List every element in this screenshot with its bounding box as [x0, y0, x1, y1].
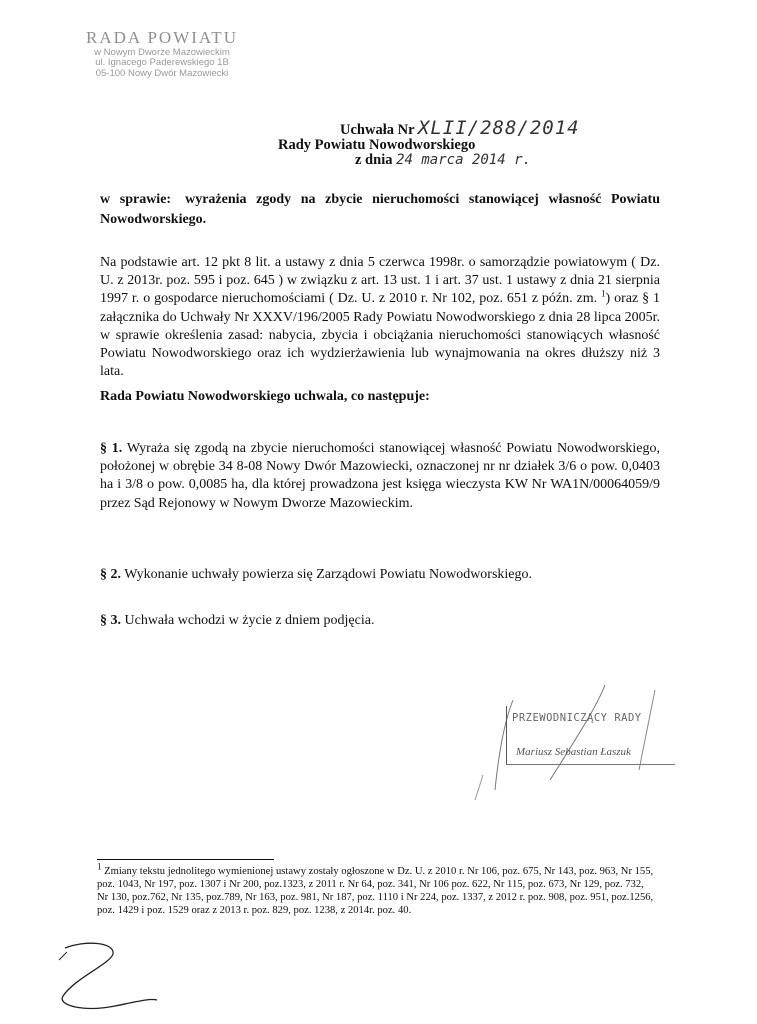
subject-label: w sprawie: — [100, 192, 172, 207]
handwritten-mark — [55, 940, 165, 1020]
section-1-text: Wyraża się zgodą na zbycie nieruchomości stanowiącej własność Powiatu Nowodworskiego, położonej w obrębie 34 8-08 Nowy Dwór Mazowiecki, oznaczonej nr nr działek 3/6 o pow. 0,0403 ha i 3/8 o pow. 0,0085 ha, dla której prowadzona jest księga wieczysta KW Nr WA1N/00064059/9 przez Sąd Rejonowy w Nowym Dworze Mazowieckim. — [100, 441, 660, 511]
resolution-date: 24 marca 2014 r. — [396, 152, 531, 168]
chairman-name: Mariusz Sebastian Łaszuk — [516, 746, 631, 758]
resolution-label: Uchwała Nr — [340, 122, 415, 138]
footnote-mark: 1 — [97, 861, 102, 872]
subject-text: wyrażenia zgody na zbycie nieruchomości stanowiącej własność Powiatu Nowodworskiego. — [100, 192, 660, 227]
section-1 — [100, 440, 660, 513]
council-name: Rady Powiatu Nowodworskiego — [278, 137, 476, 153]
stamp-line-2: ul. Ignacego Paderewskiego 1B — [95, 57, 229, 69]
section-3-text: Uchwała wchodzi w życie z dniem podjęcia. — [124, 613, 375, 628]
stamp-title: RADA POWIATU — [86, 28, 238, 47]
stamp-line-3: 05-100 Nowy Dwór Mazowiecki — [95, 68, 229, 80]
resolution-number-line — [340, 117, 580, 139]
footnote-divider — [97, 859, 274, 860]
section-2-text: Wykonanie uchwały powierza się Zarządowi Powiatu Nowodworskiego. — [124, 567, 533, 582]
section-3 — [100, 612, 660, 630]
footnote-reference: 1 — [601, 288, 606, 299]
resolution-date-line — [355, 152, 531, 169]
footnote — [97, 861, 657, 917]
section-1-number: § 1. — [100, 441, 123, 456]
legal-basis-text-a: Na podstawie art. 12 pkt 8 lit. a ustawy z dnia 5 czerwca 1998r. o samorządzie powiatowym ( Dz. U. z 2013r. poz. 595 i poz. 645 ) w związku z art. 13 ust. 1 i art. 37 ust. 1 ustawy z dnia 21 sierpnia 1997 r. o gospodarce nieruchomościami ( Dz. U. z 2010 r. Nr 102, poz. 651 z późn. zm. — [100, 255, 660, 307]
council-stamp — [62, 28, 262, 80]
date-label: z dnia — [355, 152, 393, 168]
section-2-number: § 2. — [100, 567, 121, 582]
legal-basis-paragraph — [100, 254, 660, 381]
section-2 — [100, 566, 660, 584]
section-3-number: § 3. — [100, 613, 121, 628]
chairman-stamp — [500, 700, 690, 780]
legal-basis-text-b: ) oraz § 1 załącznika do Uchwały Nr XXXV/196/2005 Rady Powiatu Nowodworskiego z dnia 28 lipca 2005r. w sprawie określenia zasad: nabycia, zbycia i obciążania nieruchomości stanowiących własność Powiatu Nowodworskiego oraz ich wydzierżawienia lub wynajmowania na okres dłuższy niż 3 lata. — [100, 291, 660, 380]
stamp-line-1: w Nowym Dworze Mazowieckim — [94, 46, 230, 58]
resolution-subject — [100, 190, 660, 230]
chairman-role: PRZEWODNICZĄCY RADY — [512, 712, 642, 724]
footnote-text: Zmiany tekstu jednolitego wymienionej ustawy zostały ogłoszone w Dz. U. z 2010 r. Nr 106, poz. 675, Nr 143, poz. 963, Nr 155, poz. 1043, Nr 197, poz. 1307 i Nr 200, poz.1323, z 2011 r. Nr 64, poz. 341, Nr 106 poz. 622, Nr 115, poz. 673, Nr 129, poz. 732, Nr 130, poz.762, Nr 135, poz.789, Nr 163, poz. 981, Nr 187, poz. 1110 i Nr 224, poz. 1337, z 2012 r. poz. 908, poz. 951, poz.1256, poz. 1429 i poz. 1529 oraz z 2013 r. poz. 829, poz. 1238, z 2014r. poz. 40. — [97, 866, 654, 916]
resolves-heading: Rada Powiatu Nowodworskiego uchwala, co następuje: — [100, 389, 430, 404]
resolution-number: XLII/288/2014 — [417, 117, 580, 139]
